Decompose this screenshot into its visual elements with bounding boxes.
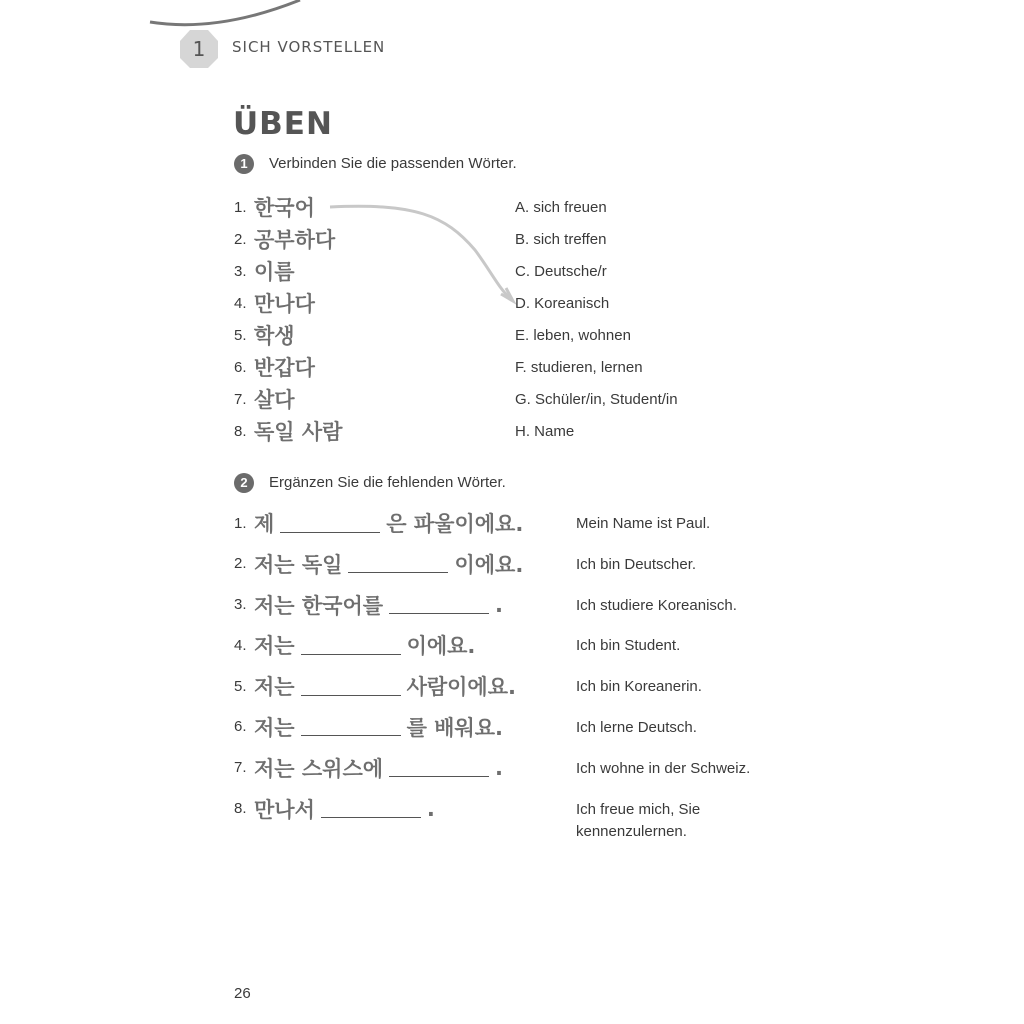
list-item: 1. 한국어 [234,196,315,220]
list-item: 2. 저는 독일 이에요. Ich bin Deutscher. [234,552,697,577]
chapter-number: 1 [192,37,206,61]
list-item: 8. 만나서 . Ich freue mich, Sie kennenzulernen. [234,796,701,840]
list-item: 6. 반갑다 [234,356,315,380]
exercise-2-number: 2 [234,473,254,493]
list-item: 5. 저는 사람이에요. Ich bin Koreanerin. [234,675,702,700]
blank-field[interactable] [348,554,448,573]
blank-field[interactable] [280,514,380,533]
blank-field[interactable] [321,799,421,818]
exercise-1-german-list [515,191,678,447]
list-item: G. Schüler/in, Student/in [515,390,678,408]
list-item: A. sich freuen [515,198,607,216]
exercise-1-instruction: Verbinden Sie die passenden Wörter. [269,155,517,172]
list-item: 4. 저는 이에요. Ich bin Student. [234,634,681,659]
blank-field[interactable] [301,677,401,696]
list-item: F. studieren, lernen [515,358,643,376]
list-item: 2. 공부하다 [234,228,336,252]
list-item: 7. 살다 [234,388,295,412]
list-item: 6. 저는 를 배워요. Ich lerne Deutsch. [234,715,697,740]
exercise-2-list [234,508,794,840]
list-item: 7. 저는 스위스에 . Ich wohne in der Schweiz. [234,755,751,781]
list-item: H. Name [515,422,575,440]
section-title: ÜBEN [233,106,333,142]
exercise-2-instruction: Ergänzen Sie die fehlenden Wörter. [269,474,506,491]
match-arrow-icon [325,195,525,315]
list-item: C. Deutsche/r [515,262,607,280]
list-item: D. Koreanisch [515,294,610,312]
list-item: 3. 저는 한국어를 . Ich studiere Koreanisch. [234,592,737,618]
blank-field[interactable] [301,636,401,655]
list-item: 5. 학생 [234,324,295,348]
list-item: 3. 이름 [234,260,295,284]
header-curve [0,0,320,40]
blank-field[interactable] [389,595,489,614]
list-item: 8. 독일 사람 [234,420,343,444]
list-item: B. sich treffen [515,230,607,248]
blank-field[interactable] [389,758,489,777]
chapter-title: SICH VORSTELLEN [232,38,386,56]
blank-field[interactable] [301,717,401,736]
exercise-1-number: 1 [234,154,254,174]
list-item: 4. 만나다 [234,292,315,316]
list-item: 1. 제 은 파울이에요. Mein Name ist Paul. [234,512,711,536]
list-item: E. leben, wohnen [515,326,631,344]
page-number: 26 [234,985,251,1002]
